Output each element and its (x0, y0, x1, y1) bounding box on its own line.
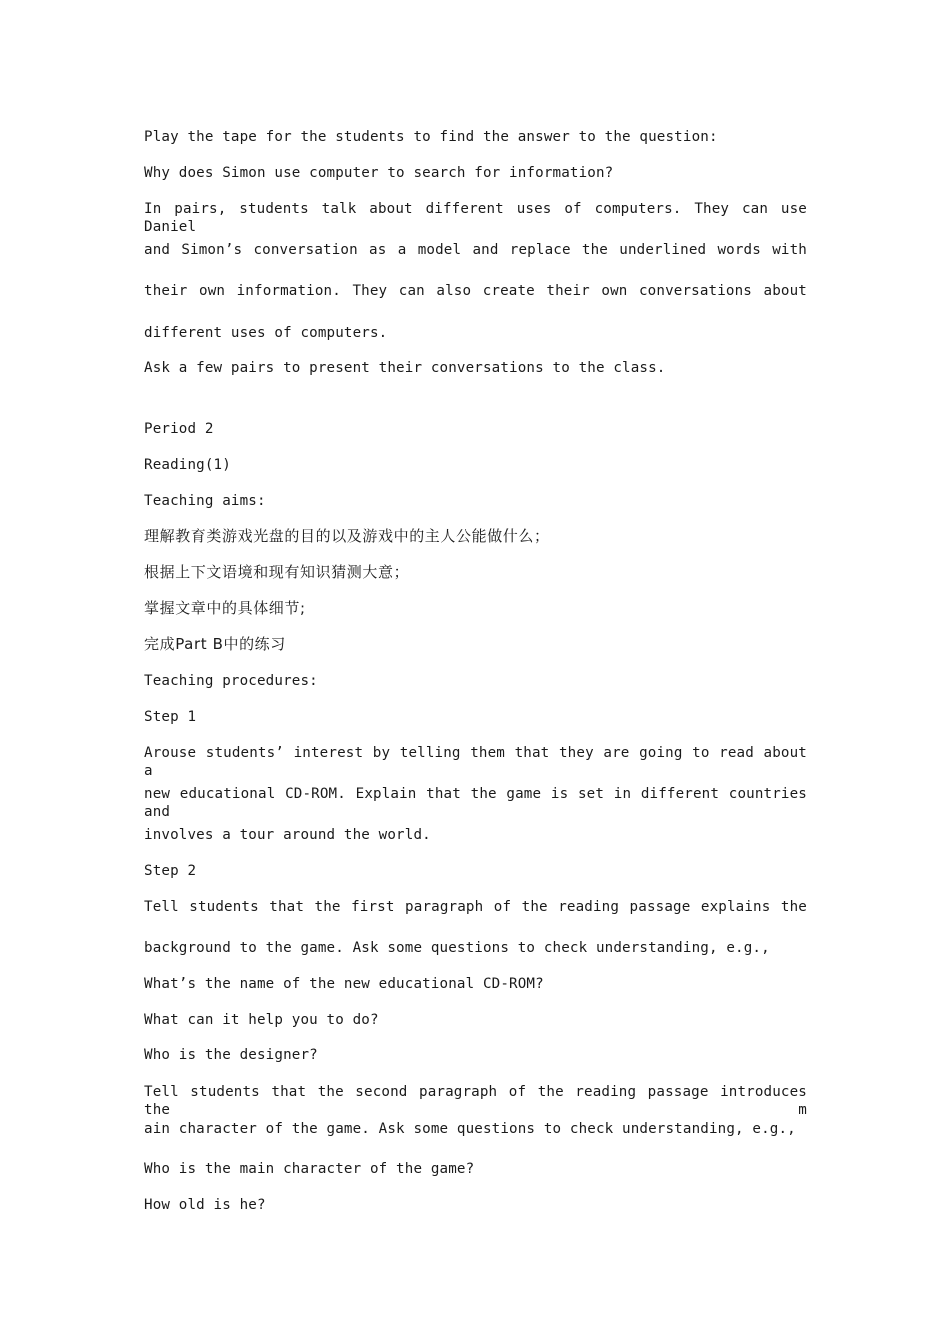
step-2-para-2-line-1: Tell students that the second paragraph of the reading passage introduces the m (144, 1084, 807, 1118)
question-item: Who is the main character of the game? (144, 1161, 475, 1177)
question-item: What can it help you to do? (144, 1012, 379, 1028)
aim-item: 掌握文章中的具体细节; (144, 599, 306, 617)
step-2-para-1-line-1: Tell students that the first paragraph of the reading passage explains the (144, 899, 807, 915)
period-heading: Period 2 (144, 421, 214, 437)
teaching-procedures-label: Teaching procedures: (144, 673, 318, 689)
question-item: Who is the designer? (144, 1047, 318, 1063)
step-2-label: Step 2 (144, 863, 197, 879)
pairs-paragraph-line-3: their own information. They can also create their own conversations about (144, 283, 807, 299)
document-page (144, 0, 807, 1344)
play-tape-instruction: Play the tape for the students to find the answer to the question: (144, 129, 718, 145)
pairs-paragraph-line-2: and Simon’s conversation as a model and replace the underlined words with (144, 242, 807, 258)
step-2-para-1-line-2: background to the game. Ask some questions to check understanding, e.g., (144, 940, 770, 956)
aim-item: 根据上下文语境和现有知识猜测大意； (144, 563, 410, 581)
lesson-title: Reading(1) (144, 457, 231, 473)
question-item: What’s the name of the new educational CD-ROM? (144, 976, 544, 992)
present-instruction: Ask a few pairs to present their conversations to the class. (144, 360, 666, 376)
question-item: How old is he? (144, 1197, 266, 1213)
aim-item: 理解教育类游戏光盘的目的以及游戏中的主人公能做什么； (144, 527, 550, 545)
why-question: Why does Simon use computer to search for information? (144, 165, 614, 181)
step-1-line-1: Arouse students’ interest by telling them that they are going to read about a (144, 745, 807, 779)
pairs-paragraph-line-4: different uses of computers. (144, 325, 388, 341)
step-1-line-2: new educational CD-ROM. Explain that the game is set in different countries and (144, 786, 807, 820)
step-1-label: Step 1 (144, 709, 197, 725)
step-1-line-3: involves a tour around the world. (144, 827, 431, 843)
aim-item: 完成Part B中的练习 (144, 635, 286, 653)
teaching-aims-label: Teaching aims: (144, 493, 266, 509)
pairs-paragraph-line-1: In pairs, students talk about different uses of computers. They can use Daniel (144, 201, 807, 235)
step-2-para-2-line-2: ain character of the game. Ask some questions to check understanding, e.g., (144, 1121, 796, 1137)
